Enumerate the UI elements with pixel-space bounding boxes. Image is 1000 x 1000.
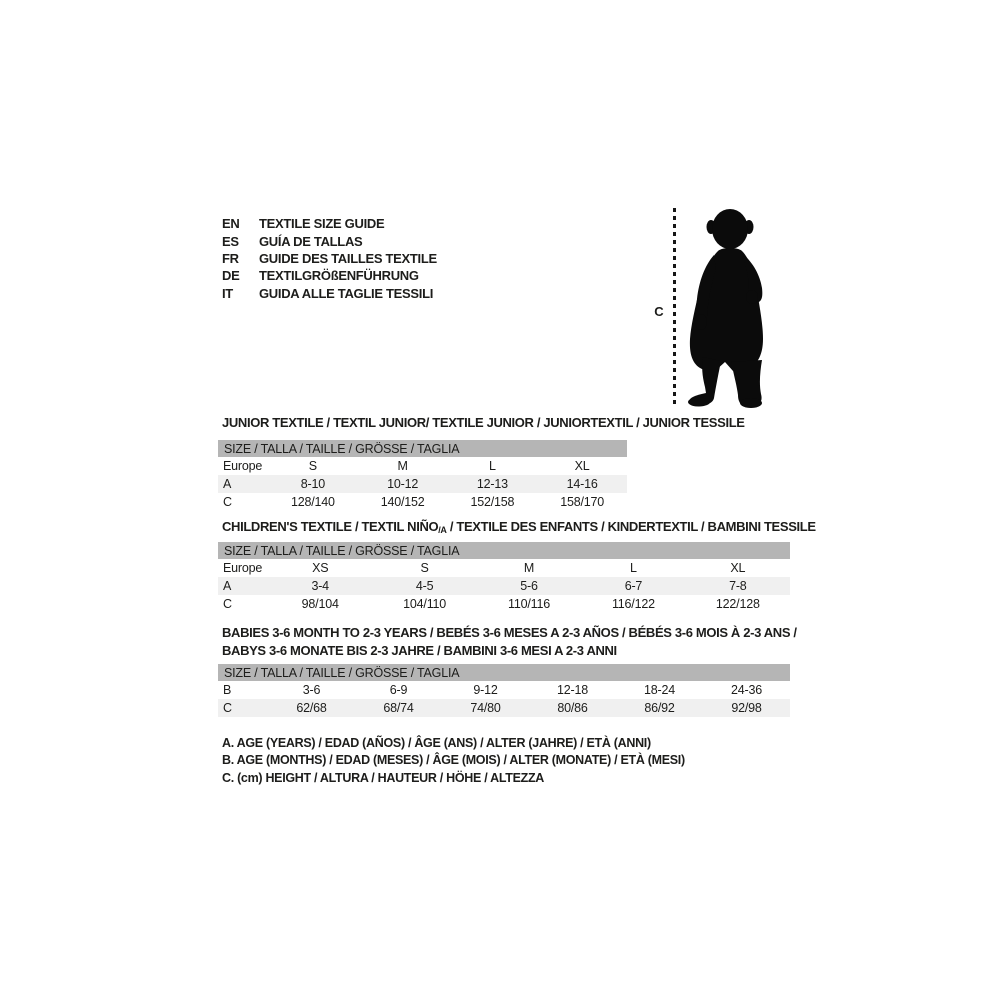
language-code: EN <box>222 216 240 232</box>
size-band-label: SIZE / TALLA / TAILLE / GRÖSSE / TAGLIA <box>224 665 460 680</box>
language-label: TEXTILE SIZE GUIDE <box>259 216 385 232</box>
section-title-junior <box>222 414 745 432</box>
section-title-children <box>222 518 816 540</box>
size-cell: 7-8 <box>729 579 747 593</box>
size-cell: 14-16 <box>566 477 598 491</box>
size-cell: 116/122 <box>611 597 655 611</box>
size-cell: 104/110 <box>403 597 447 611</box>
size-cell: 12-18 <box>557 683 588 697</box>
size-cell: 80/86 <box>557 701 588 715</box>
size-cell: 4-5 <box>415 579 434 593</box>
children-size-table <box>218 542 790 613</box>
size-header-band <box>218 542 790 559</box>
size-band-label: SIZE / TALLA / TAILLE / GRÖSSE / TAGLIA <box>224 441 460 456</box>
size-cell: 6-9 <box>389 683 408 697</box>
language-code: IT <box>222 285 233 301</box>
language-row <box>222 250 437 267</box>
size-cell: L <box>630 561 637 575</box>
size-cell: S <box>308 459 317 473</box>
language-code: FR <box>222 250 239 266</box>
size-cell: XL <box>574 459 590 473</box>
size-cell: 128/140 <box>290 495 335 509</box>
table-row-age <box>218 475 627 493</box>
table-row-europe <box>218 559 790 577</box>
size-cell: 98/104 <box>301 597 339 611</box>
section-title-babies <box>222 624 797 659</box>
row-label: C <box>223 597 232 611</box>
language-row <box>222 285 437 302</box>
row-label: C <box>223 701 232 715</box>
size-cell: XS <box>312 561 329 575</box>
size-header-band <box>218 664 790 681</box>
size-cell: 6-7 <box>624 579 643 593</box>
size-cell: 12-13 <box>476 477 508 491</box>
size-band-label: SIZE / TALLA / TAILLE / GRÖSSE / TAGLIA <box>224 543 460 558</box>
language-code: ES <box>222 233 239 249</box>
language-row <box>222 215 437 232</box>
row-label: A <box>223 477 232 491</box>
language-code: DE <box>222 268 240 284</box>
row-label: Europe <box>223 561 263 575</box>
legend-footnotes <box>222 735 685 787</box>
table-row-europe <box>218 457 627 475</box>
section-title-line2: BABYS 3-6 MONATE BIS 2-3 JAHRE / BAMBINI 3-6 MESI A 2-3 ANNI <box>222 642 617 658</box>
size-cell: 5-6 <box>520 579 538 593</box>
size-cell: L <box>488 459 496 473</box>
size-cell: M <box>397 459 408 473</box>
babies-size-table <box>218 664 790 717</box>
size-cell: 10-12 <box>387 477 419 491</box>
language-legend <box>222 215 437 302</box>
size-cell: S <box>420 561 429 575</box>
size-cell: XL <box>730 561 746 575</box>
size-cell: 122/128 <box>715 597 760 611</box>
section-title-subscript: /A <box>438 525 447 535</box>
footnote-age-years: A. AGE (YEARS) / EDAD (AÑOS) / ÂGE (ANS) / ALTER (JAHRE) / ETÀ (ANNI) <box>222 736 651 750</box>
language-label: GUIDA ALLE TAGLIE TESSILI <box>259 285 434 301</box>
section-title-line1: BABIES 3-6 MONTH TO 2-3 YEARS / BEBÉS 3-6 MESES A 2-3 AÑOS / BÉBÉS 3-6 MOIS À 2-3 ANS / <box>222 625 797 640</box>
size-cell: 8-10 <box>300 477 325 491</box>
size-cell: 18-24 <box>644 683 675 697</box>
size-cell: M <box>523 561 535 575</box>
language-row <box>222 267 437 284</box>
size-cell: 152/158 <box>470 495 515 509</box>
section-title-text: / TEXTILE DES ENFANTS / KINDERTEXTIL / BAMBINI TESSILE <box>446 519 816 534</box>
size-header-band <box>218 440 627 457</box>
junior-size-table <box>218 440 627 511</box>
size-cell: 3-4 <box>311 579 329 593</box>
size-cell: 92/98 <box>731 701 762 715</box>
table-row-age <box>218 577 790 595</box>
table-row-height <box>218 699 790 717</box>
row-label: B <box>223 683 232 697</box>
table-row-height <box>218 493 627 511</box>
row-label: A <box>223 579 232 593</box>
table-row-age-months <box>218 681 790 699</box>
footnote-age-months: B. AGE (MONTHS) / EDAD (MESES) / ÂGE (MOIS) / ALTER (MONATE) / ETÀ (MESI) <box>222 753 685 768</box>
size-cell: 24-36 <box>731 683 762 697</box>
footnote-height: C. (cm) HEIGHT / ALTURA / HAUTEUR / HÖHE / ALTEZZA <box>222 770 545 785</box>
size-cell: 74/80 <box>470 701 501 715</box>
size-cell: 158/170 <box>560 495 605 509</box>
size-cell: 86/92 <box>644 701 675 715</box>
size-cell: 140/152 <box>380 495 425 509</box>
language-row <box>222 232 437 249</box>
size-cell: 3-6 <box>302 683 321 697</box>
row-label: C <box>223 495 232 509</box>
row-label: Europe <box>223 459 263 473</box>
size-cell: 62/68 <box>296 701 327 715</box>
language-label: TEXTILGRÖßENFÜHRUNG <box>259 268 419 284</box>
size-cell: 110/116 <box>508 597 550 611</box>
table-row-height <box>218 595 790 613</box>
toddler-silhouette-icon <box>682 207 774 409</box>
language-label: GUIDE DES TAILLES TEXTILE <box>259 250 437 266</box>
height-measure-label: C <box>654 304 664 319</box>
size-cell: 68/74 <box>383 701 414 715</box>
section-title-text: CHILDREN'S TEXTILE / TEXTIL NIÑO <box>222 519 439 534</box>
language-label: GUÍA DE TALLAS <box>259 233 363 249</box>
size-cell: 9-12 <box>473 683 498 697</box>
height-measure-dashed-line <box>673 208 676 405</box>
section-title-text: JUNIOR TEXTILE / TEXTIL JUNIOR/ TEXTILE JUNIOR / JUNIORTEXTIL / JUNIOR TESSILE <box>222 415 745 430</box>
